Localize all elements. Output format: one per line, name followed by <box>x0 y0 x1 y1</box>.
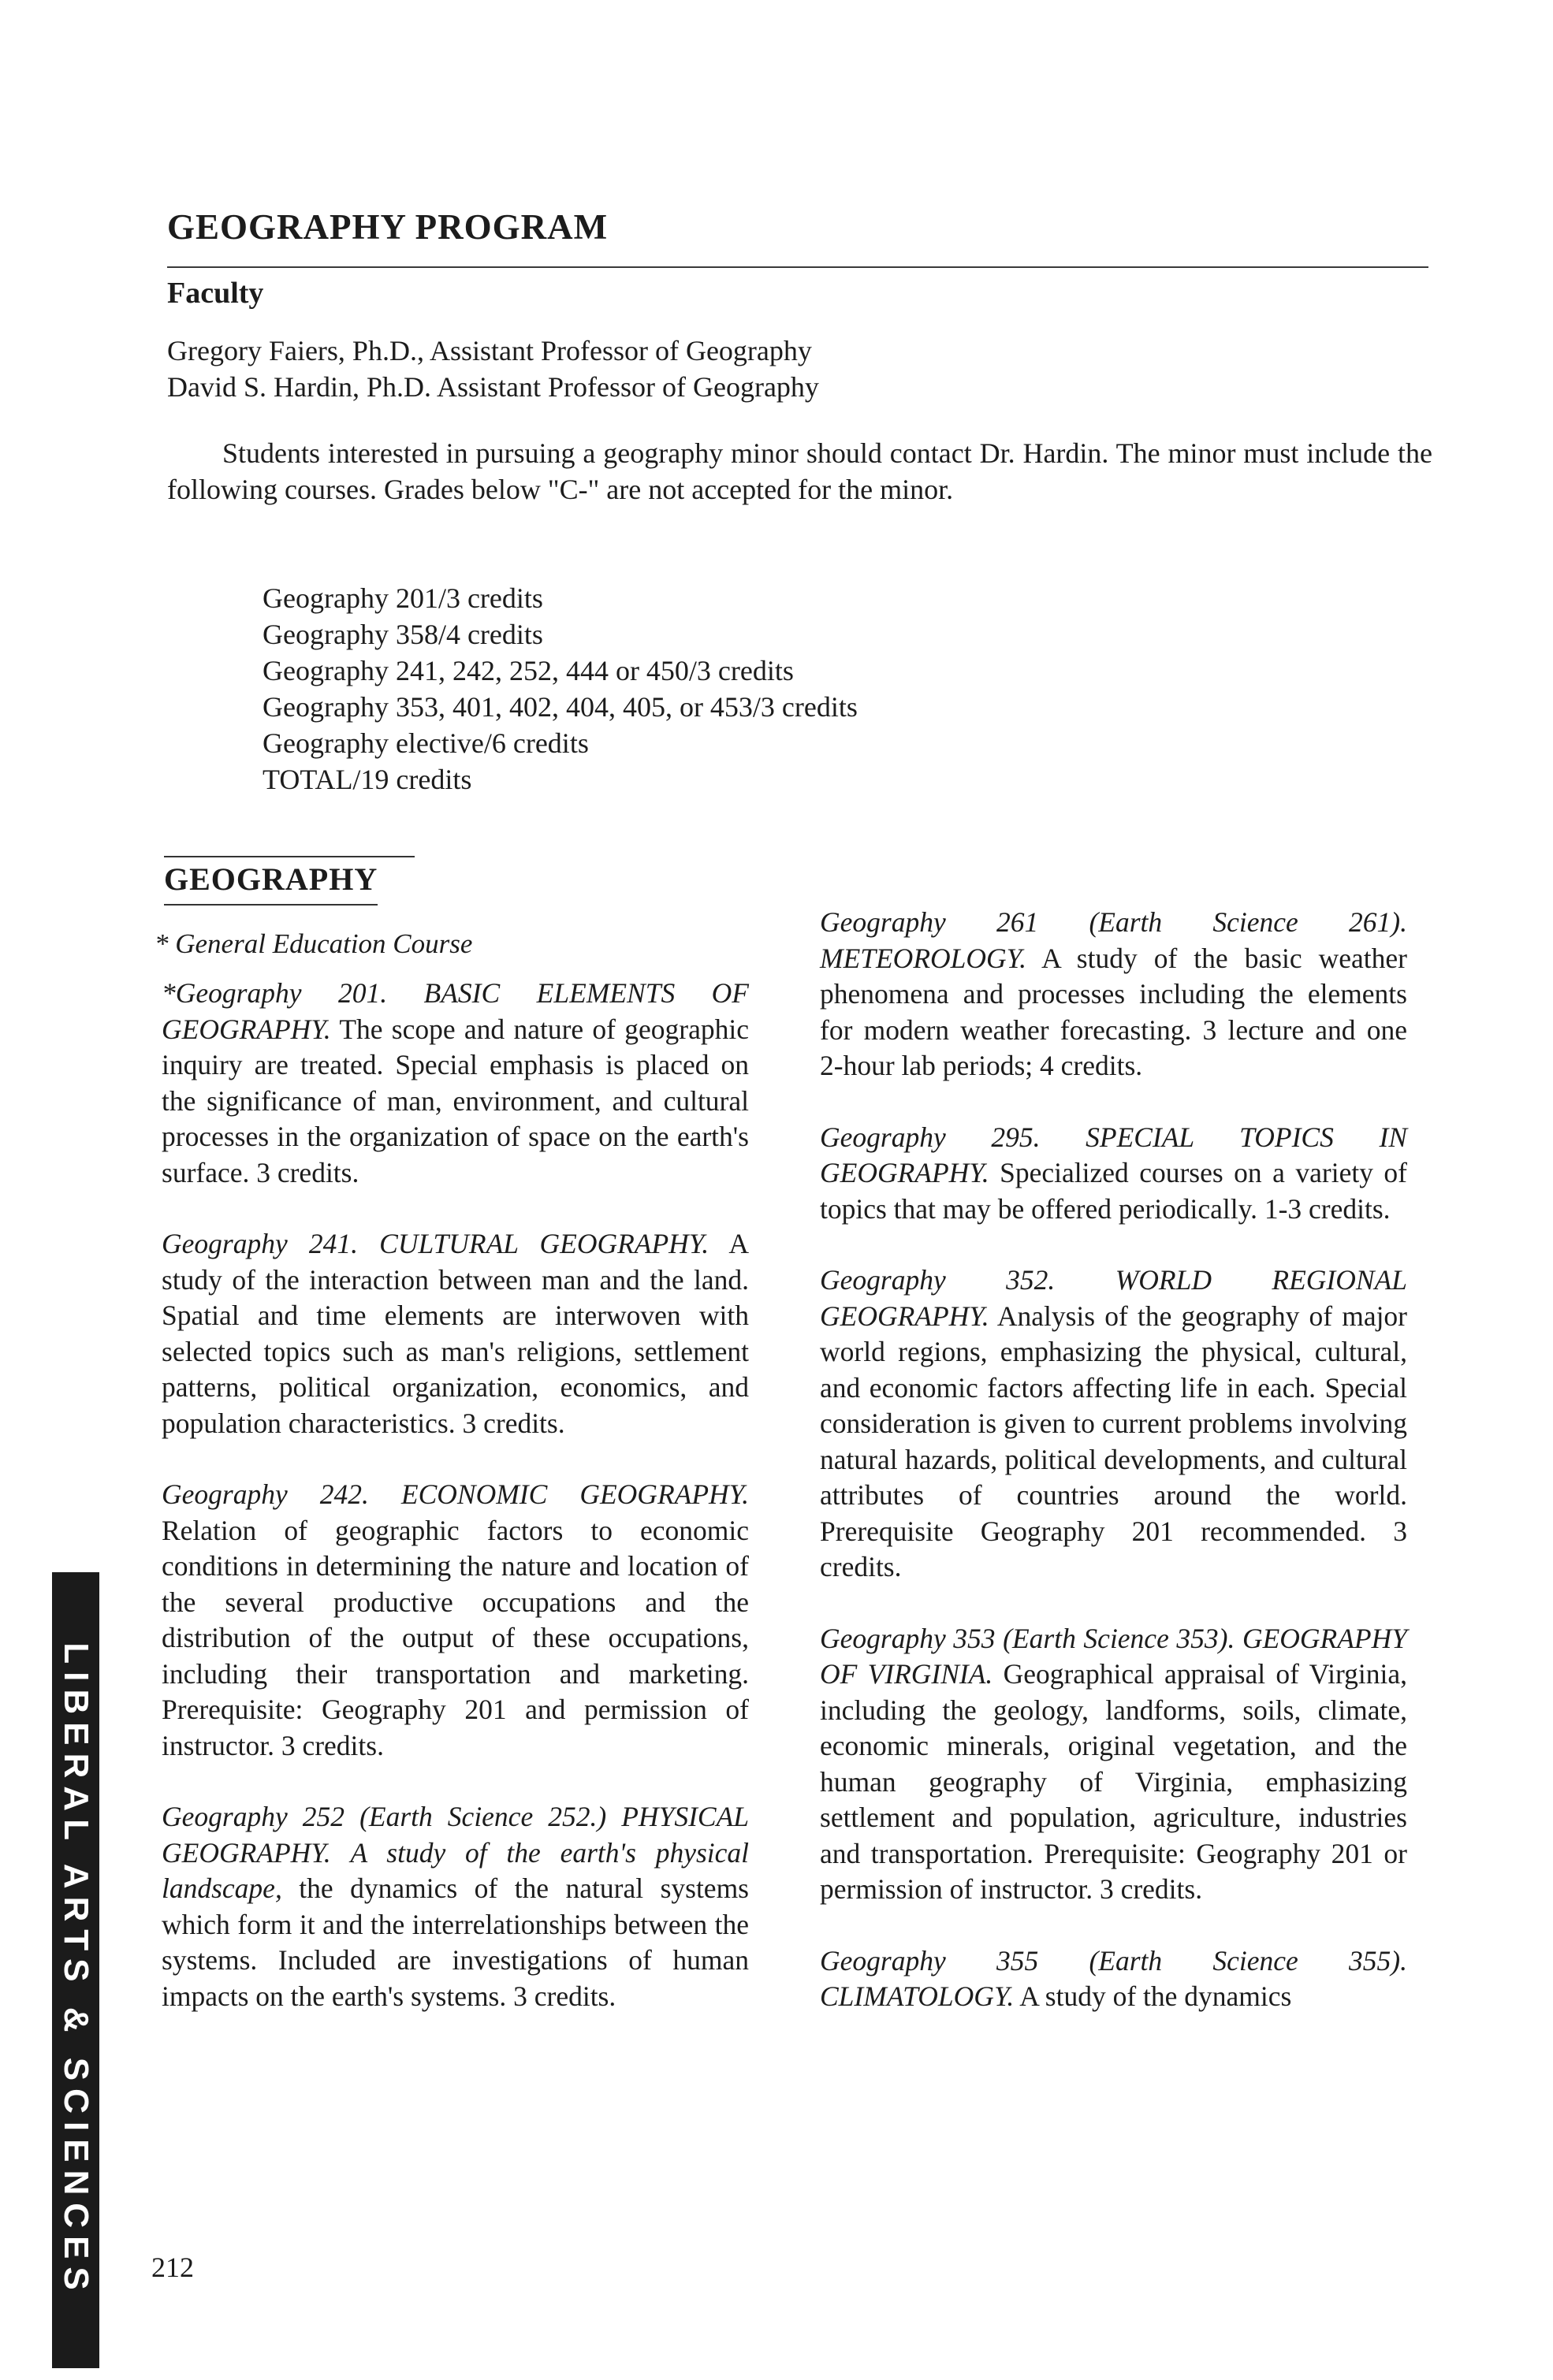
course-name: Geography 261 (Earth Science 261). METEOROLOGY. <box>820 906 1407 974</box>
course-entry <box>162 1477 749 1764</box>
course-name: Geography 241. CULTURAL GEOGRAPHY. <box>162 1228 709 1259</box>
faculty-member: David S. Hardin, Ph.D. Assistant Professor of Geography <box>167 371 819 403</box>
course-description: the dynamics of the natural systems which form it and the interrelationships between the systems. Included are investigations of human impacts on the earth's systems. 3 credits. <box>162 1872 749 2012</box>
course-entry <box>162 1226 749 1441</box>
title-divider <box>167 266 1428 268</box>
course-entry <box>820 905 1407 1084</box>
course-description-italic: A study of the earth's physical landscape, <box>162 1836 750 1904</box>
course-description: A study of the basic weather phenomena and processes including the elements for modern weather forecasting. 3 lecture and one 2-hour lab periods; 4 credits. <box>820 942 1407 1081</box>
course-name: Geography 355 (Earth Science 355). CLIMATOLOGY. <box>820 1944 1407 2012</box>
course-description: A study of the dynamics <box>1019 1980 1292 2012</box>
requirement-item: Geography 241, 242, 252, 444 or 450/3 credits <box>263 655 794 686</box>
course-name: *Geography 201. BASIC ELEMENTS OF GEOGRAPHY. <box>162 977 749 1045</box>
minor-requirements-list <box>263 580 858 798</box>
catalog-heading-rule <box>164 856 415 857</box>
course-description: The scope and nature of geographic inquiry are treated. Special emphasis is placed on the significance of man, environment, and cultural processes in the organization of space on the earth's surface. 3 credits. <box>162 1013 749 1188</box>
course-name: Geography 352. WORLD REGIONAL GEOGRAPHY. <box>820 1264 1407 1332</box>
requirement-item: Geography 358/4 credits <box>263 619 543 650</box>
course-column-left <box>162 976 749 2050</box>
section-side-tab <box>52 1572 99 2368</box>
course-entry <box>162 1799 749 2014</box>
course-description: Specialized courses on a variety of topics that may be offered periodically. 1-3 credits. <box>820 1157 1407 1225</box>
course-column-right <box>820 905 1407 2051</box>
course-name: Geography 242. ECONOMIC GEOGRAPHY. <box>162 1478 749 1510</box>
course-entry <box>820 1263 1407 1586</box>
course-entry <box>820 1120 1407 1228</box>
course-name: Geography 252 (Earth Science 252.) PHYSICAL GEOGRAPHY. <box>162 1801 749 1869</box>
requirement-item: TOTAL/19 credits <box>263 764 472 795</box>
course-name: Geography 353 (Earth Science 353). GEOGRAPHY OF VIRGINIA. <box>820 1622 1407 1690</box>
requirement-item: Geography elective/6 credits <box>263 727 589 759</box>
course-entry <box>162 976 749 1191</box>
course-description: A study of the interaction between man and the land. Spatial and time elements are interwoven with selected topics such as man's religions, settlement patterns, political organization, economics, and population characteristics. 3 credits. <box>162 1228 749 1439</box>
course-description: Analysis of the geography of major world regions, emphasizing the physical, cultural, and economic factors affecting life in each. Special consideration is given to current problems involving natural hazards, political developments, and cultural attributes of countries around the world. Prerequisite Geography 201 recommended. 3 credits. <box>820 1300 1408 1582</box>
gen-ed-note: * General Education Course <box>155 928 473 959</box>
course-description: Geographical appraisal of Virginia, including the geology, landforms, soils, climate, economic minerals, original vegetation, and the human geography of Virginia, emphasizing settlement and population, agriculture, industries and transportation. Prerequisite: Geography 201 or permission of instructor. 3 credits. <box>820 1658 1408 1905</box>
catalog-heading: GEOGRAPHY <box>164 861 378 906</box>
program-title: GEOGRAPHY PROGRAM <box>167 207 609 247</box>
requirement-item: Geography 353, 401, 402, 404, 405, or 453/3 credits <box>263 691 858 723</box>
course-description: Relation of geographic factors to economic conditions in determining the nature and location of the several productive occupations and the distribution of the output of these occupations, including their transportation and marketing. Prerequisite: Geography 201 and permission of instructor. 3 credits. <box>162 1514 749 1761</box>
course-entry <box>820 1943 1407 2015</box>
requirement-item: Geography 201/3 credits <box>263 582 543 614</box>
page-number: 212 <box>151 2252 194 2283</box>
minor-intro-paragraph: Students interested in pursuing a geography minor should contact Dr. Hardin. The minor must include the following courses. Grades below "C-" are not accepted for the minor. <box>167 437 1432 505</box>
course-name: Geography 295. SPECIAL TOPICS IN GEOGRAPHY. <box>820 1121 1407 1188</box>
faculty-heading: Faculty <box>167 277 264 310</box>
side-tab-label: LIBERAL ARTS & SCIENCES <box>57 1642 95 2298</box>
faculty-member: Gregory Faiers, Ph.D., Assistant Professor of Geography <box>167 335 812 366</box>
course-entry <box>820 1621 1407 1908</box>
